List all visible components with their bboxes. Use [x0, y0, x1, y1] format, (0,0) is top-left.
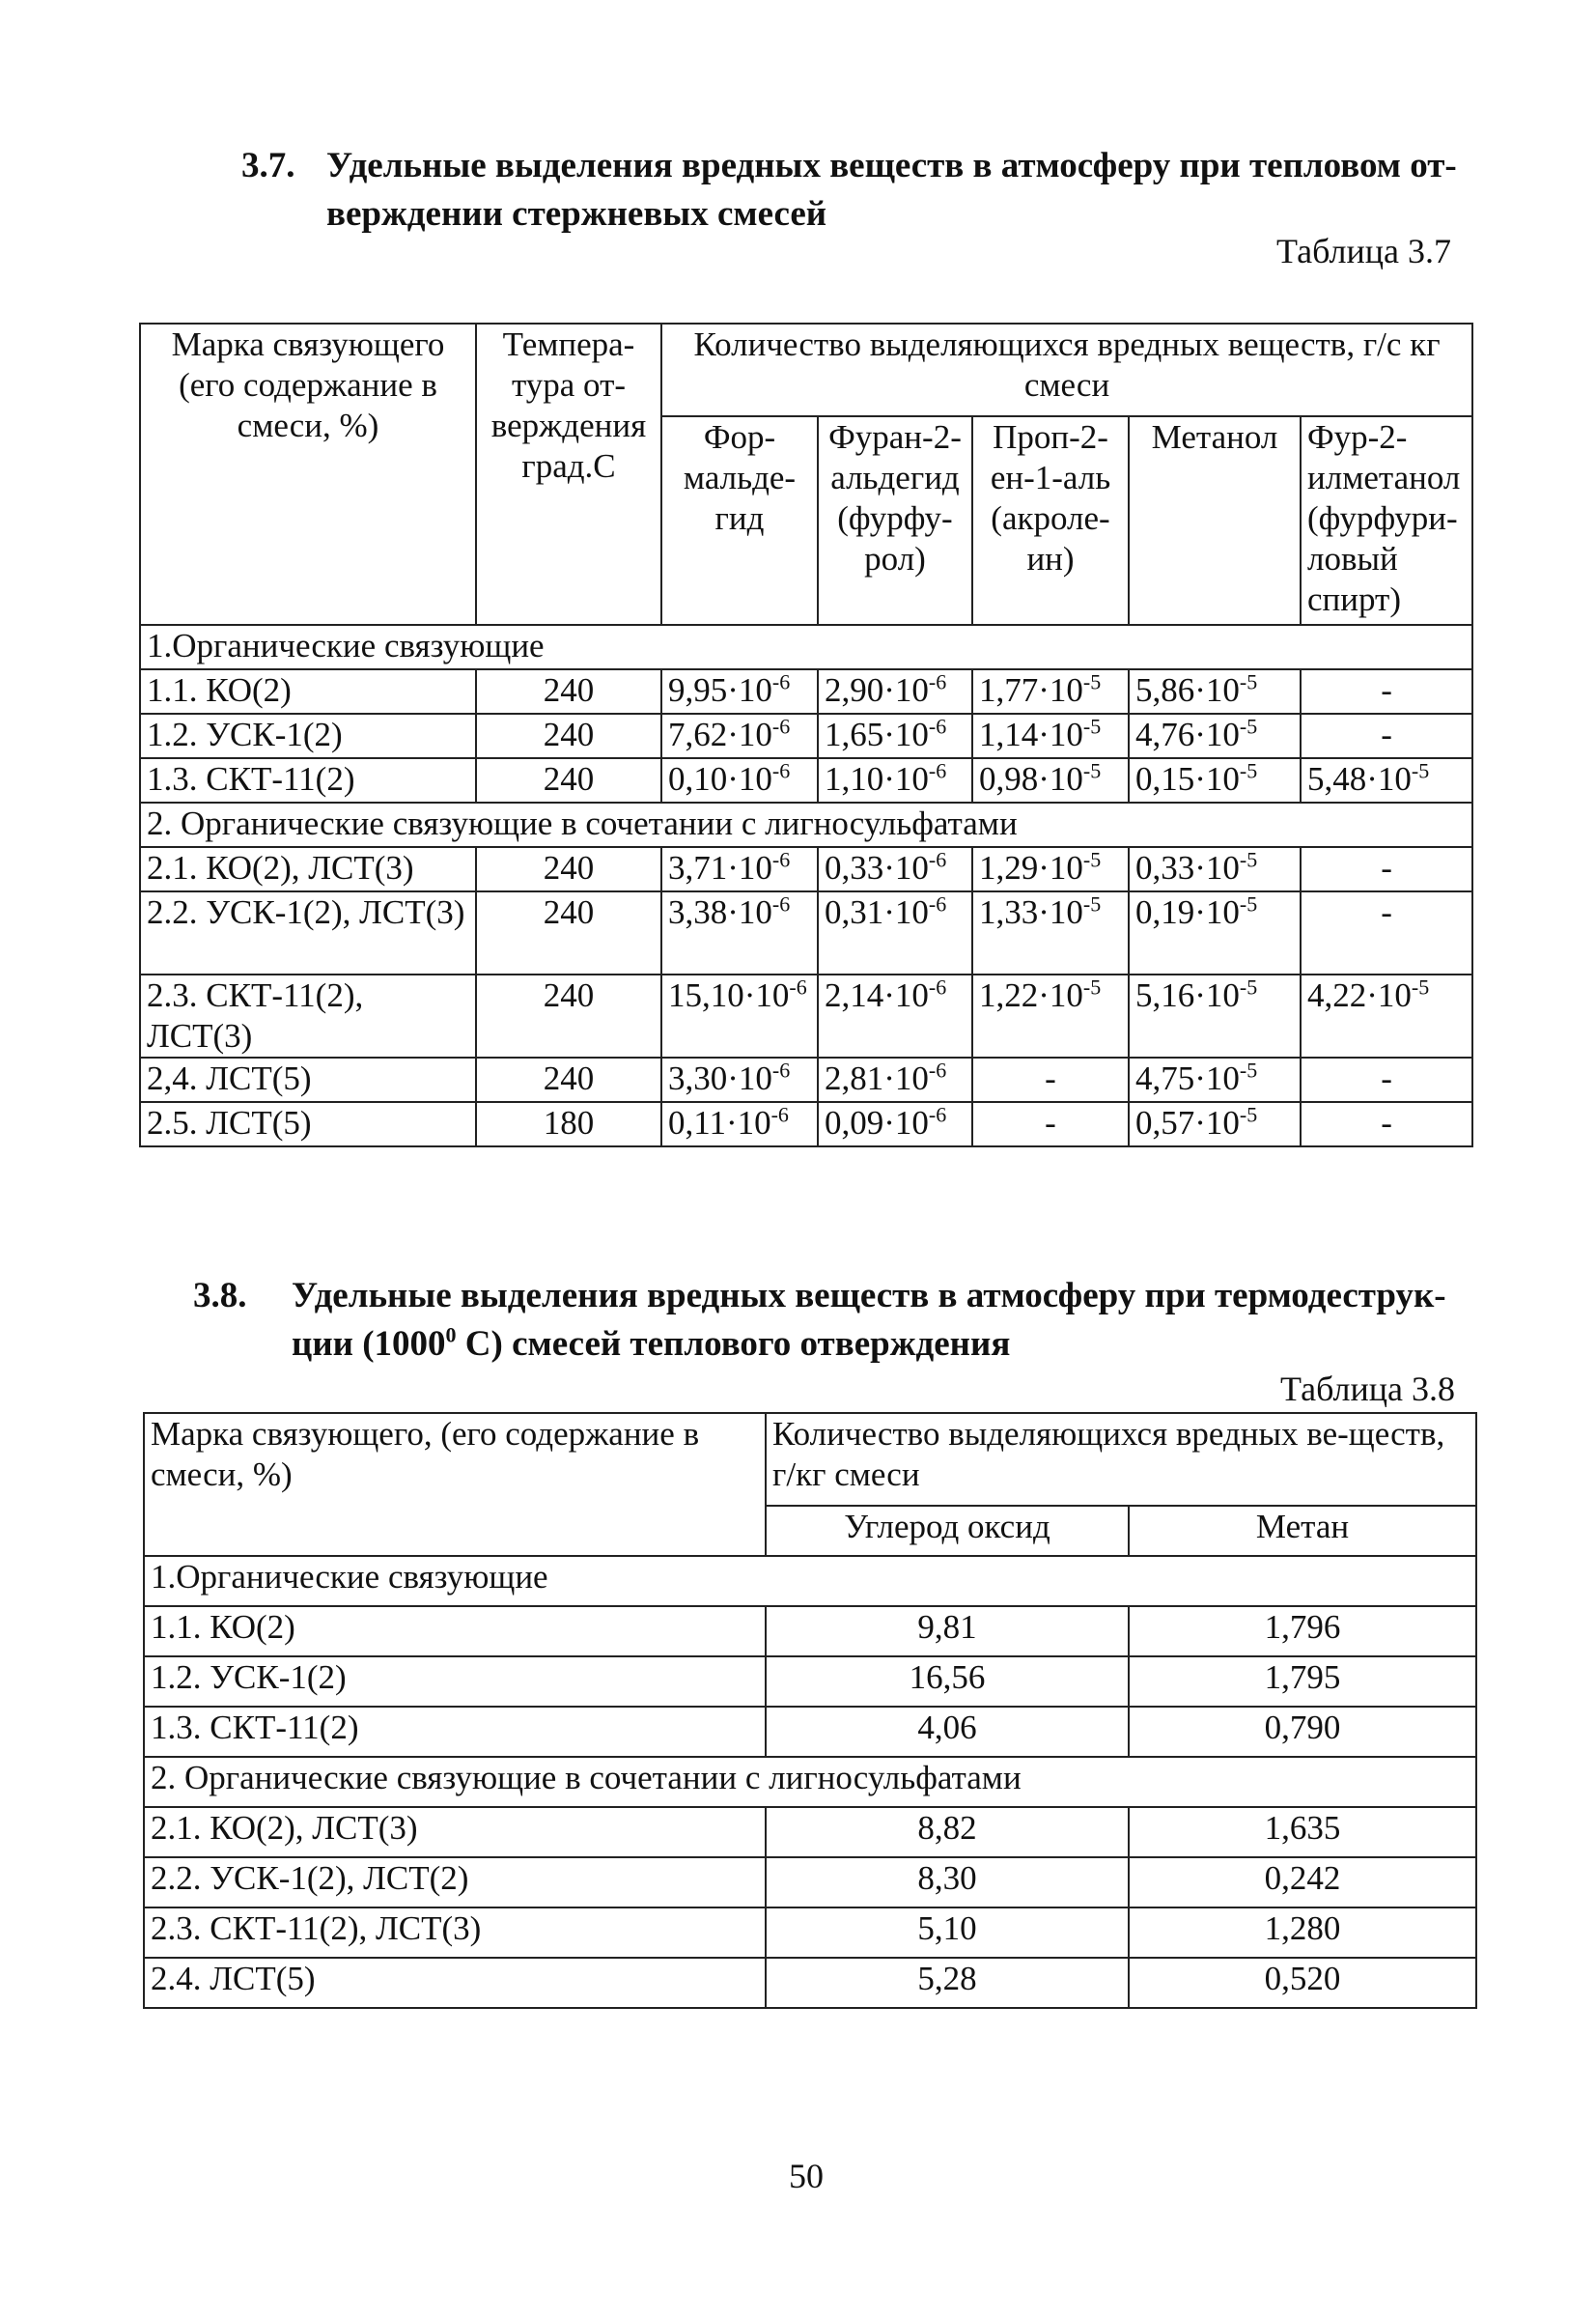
emission-mantissa: 3,38·10 — [668, 893, 772, 931]
emission-exponent: -5 — [1239, 669, 1258, 694]
table-row — [140, 847, 1472, 891]
table-row — [144, 1656, 1476, 1707]
emission-mantissa: 3,71·10 — [668, 849, 772, 887]
header-acrolein: Проп-2-ен-1-аль (акроле-ин) — [972, 416, 1129, 625]
table-3-7-caption: Таблица 3.7 — [1276, 232, 1451, 270]
emission-value-cell — [1129, 847, 1301, 891]
section-3-8-title-degree-sup: 0 — [445, 1322, 457, 1347]
emission-mantissa: 1,77·10 — [979, 671, 1083, 709]
emission-value-cell — [1301, 758, 1472, 803]
emission-value-cell — [972, 975, 1129, 1058]
emission-value-cell — [1129, 669, 1301, 714]
header-emissions-group: Количество выделяющихся вредных веществ, г/с кг смеси — [661, 324, 1472, 416]
emission-mantissa: - — [1381, 849, 1392, 887]
table-3-7-section-1-label: 1.Органические связующие — [140, 625, 1472, 669]
curing-temp-cell: 240 — [476, 847, 661, 891]
binder-name-cell: 2.1. КО(2), ЛСТ(3) — [140, 847, 476, 891]
header-furfural: Фуран-2-альдегид (фурфу-рол) — [818, 416, 972, 625]
section-3-7-heading — [241, 143, 1468, 240]
binder-name-cell: 1.1. КО(2) — [144, 1606, 766, 1656]
emission-value-cell — [972, 714, 1129, 758]
emission-exponent: -6 — [771, 1058, 791, 1083]
section-3-7-title-line1: Удельные выделения вредных веществ в атмосферу при тепловом от- — [326, 146, 1457, 185]
curing-temp-cell: 240 — [476, 891, 661, 975]
page-number: 50 — [789, 2157, 824, 2195]
table-row — [144, 1958, 1476, 2008]
emission-exponent: -5 — [1082, 669, 1102, 694]
emission-mantissa: 4,76·10 — [1135, 716, 1240, 753]
emission-value-cell — [972, 1058, 1129, 1102]
header-methane: Метан — [1129, 1506, 1476, 1556]
emission-value-cell — [1301, 1102, 1472, 1146]
binder-name-cell: 1.2. УСК-1(2) — [144, 1656, 766, 1707]
header-binder-grade: Марка связующего (его содержание в смеси, %) — [140, 324, 476, 625]
emission-value-cell — [1129, 758, 1301, 803]
emission-value-cell — [661, 891, 818, 975]
emission-exponent: -5 — [1082, 891, 1102, 917]
carbon-monoxide-cell: 16,56 — [766, 1656, 1129, 1707]
emission-value-cell — [818, 1102, 972, 1146]
emission-value-cell — [1129, 1058, 1301, 1102]
table-3-8-section-2-label: 2. Органические связующие в сочетании с лигносульфатами — [144, 1757, 1476, 1807]
emission-mantissa: 0,98·10 — [979, 760, 1083, 798]
emission-mantissa: - — [1381, 1104, 1392, 1142]
emission-value-cell — [818, 1058, 972, 1102]
emission-mantissa: 2,90·10 — [825, 671, 929, 709]
emission-exponent: -5 — [1411, 975, 1430, 1000]
emission-exponent: -6 — [771, 714, 791, 739]
table-row — [144, 1907, 1476, 1958]
table-row — [144, 1707, 1476, 1757]
emission-value-cell — [1301, 714, 1472, 758]
emission-exponent: -5 — [1082, 758, 1102, 783]
header-formaldehyde: Фор-мальде-гид — [661, 416, 818, 625]
binder-name-cell: 2.2. УСК-1(2), ЛСТ(2) — [144, 1857, 766, 1907]
section-3-8-heading — [193, 1273, 1468, 1370]
emission-value-cell — [972, 1102, 1129, 1146]
emission-mantissa: 1,29·10 — [979, 849, 1083, 887]
table-row — [140, 891, 1472, 975]
emission-value-cell — [818, 975, 972, 1058]
emission-value-cell — [1129, 714, 1301, 758]
emission-exponent: -6 — [928, 1058, 947, 1083]
emission-mantissa: 0,31·10 — [825, 893, 929, 931]
header-carbon-monoxide: Углерод оксид — [766, 1506, 1129, 1556]
emission-mantissa: 3,30·10 — [668, 1060, 772, 1097]
curing-temp-cell: 240 — [476, 975, 661, 1058]
emission-value-cell — [972, 891, 1129, 975]
binder-name-cell: 2.3. СКТ-11(2), ЛСТ(3) — [144, 1907, 766, 1958]
binder-name-cell: 2.1. КО(2), ЛСТ(3) — [144, 1807, 766, 1857]
section-3-7-number: 3.7. — [241, 146, 295, 185]
emission-value-cell — [1129, 1102, 1301, 1146]
emission-mantissa: 0,15·10 — [1135, 760, 1240, 798]
curing-temp-cell: 180 — [476, 1102, 661, 1146]
section-3-8-title-line2 — [292, 1321, 1010, 1368]
carbon-monoxide-cell: 5,28 — [766, 1958, 1129, 2008]
carbon-monoxide-cell: 5,10 — [766, 1907, 1129, 1958]
table-3-8 — [143, 1412, 1477, 2009]
emission-exponent: -6 — [789, 975, 807, 1000]
emission-value-cell — [818, 669, 972, 714]
emission-exponent: -5 — [1239, 891, 1258, 917]
binder-name-cell: 2.4. ЛСТ(5) — [144, 1958, 766, 2008]
emission-value-cell — [972, 758, 1129, 803]
table-3-7-section-2-label: 2. Органические связующие в сочетании с лигносульфатами — [140, 803, 1472, 847]
emission-mantissa: 0,19·10 — [1135, 893, 1240, 931]
emission-mantissa: 4,75·10 — [1135, 1060, 1240, 1097]
curing-temp-cell: 240 — [476, 669, 661, 714]
emission-exponent: -5 — [1239, 714, 1258, 739]
emission-mantissa: 2,14·10 — [825, 976, 929, 1014]
emission-value-cell — [661, 758, 818, 803]
emission-mantissa: 5,16·10 — [1135, 976, 1240, 1014]
emission-value-cell — [1301, 891, 1472, 975]
emission-exponent: -6 — [928, 669, 947, 694]
emission-exponent: -6 — [771, 758, 791, 783]
emission-value-cell — [661, 669, 818, 714]
emission-mantissa: 5,86·10 — [1135, 671, 1240, 709]
table-row — [140, 714, 1472, 758]
emission-value-cell — [1301, 669, 1472, 714]
emission-mantissa: 1,65·10 — [825, 716, 929, 753]
curing-temp-cell: 240 — [476, 714, 661, 758]
table-row — [140, 1102, 1472, 1146]
table-3-8-section-1-label: 1.Органические связующие — [144, 1556, 1476, 1606]
emission-value-cell — [661, 1102, 818, 1146]
header-curing-temperature: Темпера-тура от-верждения град.С — [476, 324, 661, 625]
table-row — [144, 1807, 1476, 1857]
emission-mantissa: - — [1045, 1060, 1056, 1097]
table-row — [140, 1058, 1472, 1102]
emission-exponent: -6 — [770, 1102, 789, 1127]
emission-value-cell — [661, 714, 818, 758]
emission-mantissa: - — [1381, 1060, 1392, 1097]
emission-exponent: -6 — [771, 847, 791, 872]
emission-mantissa: 1,22·10 — [979, 976, 1083, 1014]
emission-value-cell — [1301, 847, 1472, 891]
emission-value-cell — [1129, 975, 1301, 1058]
emission-exponent: -6 — [928, 891, 947, 917]
emission-exponent: -6 — [771, 669, 791, 694]
emission-mantissa: 0,11·10 — [668, 1104, 771, 1142]
carbon-monoxide-cell: 8,30 — [766, 1857, 1129, 1907]
methane-cell: 1,796 — [1129, 1606, 1476, 1656]
header-emissions-group-38: Количество выделяющихся вредных ве-ществ, г/кг смеси — [766, 1413, 1476, 1506]
section-3-8-title-line1: Удельные выделения вредных веществ в атмосферу при термодеструк- — [292, 1276, 1446, 1315]
emission-exponent: -6 — [928, 758, 947, 783]
methane-cell: 1,635 — [1129, 1807, 1476, 1857]
emission-exponent: -6 — [928, 847, 947, 872]
emission-exponent: -5 — [1239, 847, 1258, 872]
emission-value-cell — [818, 758, 972, 803]
table-row — [140, 669, 1472, 714]
section-3-8-number: 3.8. — [193, 1276, 247, 1315]
section-3-7-title-line2: верждении стержневых смесей — [326, 194, 827, 234]
table-row — [144, 1606, 1476, 1656]
methane-cell: 0,242 — [1129, 1857, 1476, 1907]
emission-value-cell — [1301, 1058, 1472, 1102]
carbon-monoxide-cell: 9,81 — [766, 1606, 1129, 1656]
section-3-8-title-line2-a: ции (1000 — [292, 1324, 446, 1364]
emission-value-cell — [661, 847, 818, 891]
emission-exponent: -5 — [1082, 847, 1102, 872]
binder-name-cell: 2.3. СКТ-11(2), ЛСТ(3) — [140, 975, 476, 1058]
table-row — [140, 975, 1472, 1058]
binder-name-cell: 2.2. УСК-1(2), ЛСТ(3) — [140, 891, 476, 975]
emission-mantissa: 0,33·10 — [825, 849, 929, 887]
binder-name-cell: 2,4. ЛСТ(5) — [140, 1058, 476, 1102]
emission-mantissa: 1,33·10 — [979, 893, 1083, 931]
emission-value-cell — [818, 714, 972, 758]
carbon-monoxide-cell: 8,82 — [766, 1807, 1129, 1857]
emission-mantissa: 0,57·10 — [1135, 1104, 1240, 1142]
methane-cell: 1,280 — [1129, 1907, 1476, 1958]
methane-cell: 0,520 — [1129, 1958, 1476, 2008]
emission-exponent: -5 — [1239, 1058, 1258, 1083]
emission-value-cell — [661, 975, 818, 1058]
emission-exponent: -5 — [1411, 758, 1430, 783]
binder-name-cell: 1.1. КО(2) — [140, 669, 476, 714]
binder-name-cell: 1.3. СКТ-11(2) — [144, 1707, 766, 1757]
emission-mantissa: - — [1381, 716, 1392, 753]
emission-mantissa: 1,14·10 — [979, 716, 1083, 753]
emission-exponent: -6 — [928, 975, 947, 1000]
emission-exponent: -5 — [1082, 714, 1102, 739]
table-3-7 — [139, 323, 1473, 1147]
emission-exponent: -6 — [771, 891, 791, 917]
carbon-monoxide-cell: 4,06 — [766, 1707, 1129, 1757]
header-binder-grade-38: Марка связующего, (его содержание в смеси, %) — [144, 1413, 766, 1556]
emission-mantissa: 0,10·10 — [668, 760, 772, 798]
emission-mantissa: 1,10·10 — [825, 760, 929, 798]
section-3-8-title-line2-b: С) смесей теплового отверждения — [456, 1324, 1011, 1364]
emission-value-cell — [972, 669, 1129, 714]
methane-cell: 0,790 — [1129, 1707, 1476, 1757]
table-row — [144, 1857, 1476, 1907]
binder-name-cell: 2.5. ЛСТ(5) — [140, 1102, 476, 1146]
emission-exponent: -6 — [928, 714, 947, 739]
emission-mantissa: 15,10·10 — [668, 976, 790, 1014]
emission-mantissa: 0,33·10 — [1135, 849, 1240, 887]
table-3-8-caption: Таблица 3.8 — [1280, 1370, 1455, 1408]
emission-mantissa: 2,81·10 — [825, 1060, 929, 1097]
header-methanol: Метанол — [1129, 416, 1301, 625]
binder-name-cell: 1.3. СКТ-11(2) — [140, 758, 476, 803]
table-row — [140, 758, 1472, 803]
emission-exponent: -5 — [1239, 1102, 1258, 1127]
emission-exponent: -6 — [928, 1102, 947, 1127]
emission-mantissa: 9,95·10 — [668, 671, 772, 709]
emission-value-cell — [972, 847, 1129, 891]
binder-name-cell: 1.2. УСК-1(2) — [140, 714, 476, 758]
emission-exponent: -5 — [1082, 975, 1102, 1000]
emission-mantissa: - — [1045, 1104, 1056, 1142]
emission-exponent: -5 — [1239, 758, 1258, 783]
emission-value-cell — [1129, 891, 1301, 975]
emission-mantissa: - — [1381, 671, 1392, 709]
curing-temp-cell: 240 — [476, 1058, 661, 1102]
emission-value-cell — [818, 891, 972, 975]
emission-value-cell — [661, 1058, 818, 1102]
methane-cell: 1,795 — [1129, 1656, 1476, 1707]
emission-mantissa: 7,62·10 — [668, 716, 772, 753]
emission-mantissa: 5,48·10 — [1307, 760, 1412, 798]
emission-mantissa: - — [1381, 893, 1392, 931]
emission-value-cell — [818, 847, 972, 891]
header-furfuryl-alcohol: Фур-2-илметанол (фурфури-ловый спирт) — [1301, 416, 1472, 625]
emission-value-cell — [1301, 975, 1472, 1058]
emission-exponent: -5 — [1239, 975, 1258, 1000]
emission-mantissa: 4,22·10 — [1307, 976, 1412, 1014]
curing-temp-cell: 240 — [476, 758, 661, 803]
emission-mantissa: 0,09·10 — [825, 1104, 929, 1142]
